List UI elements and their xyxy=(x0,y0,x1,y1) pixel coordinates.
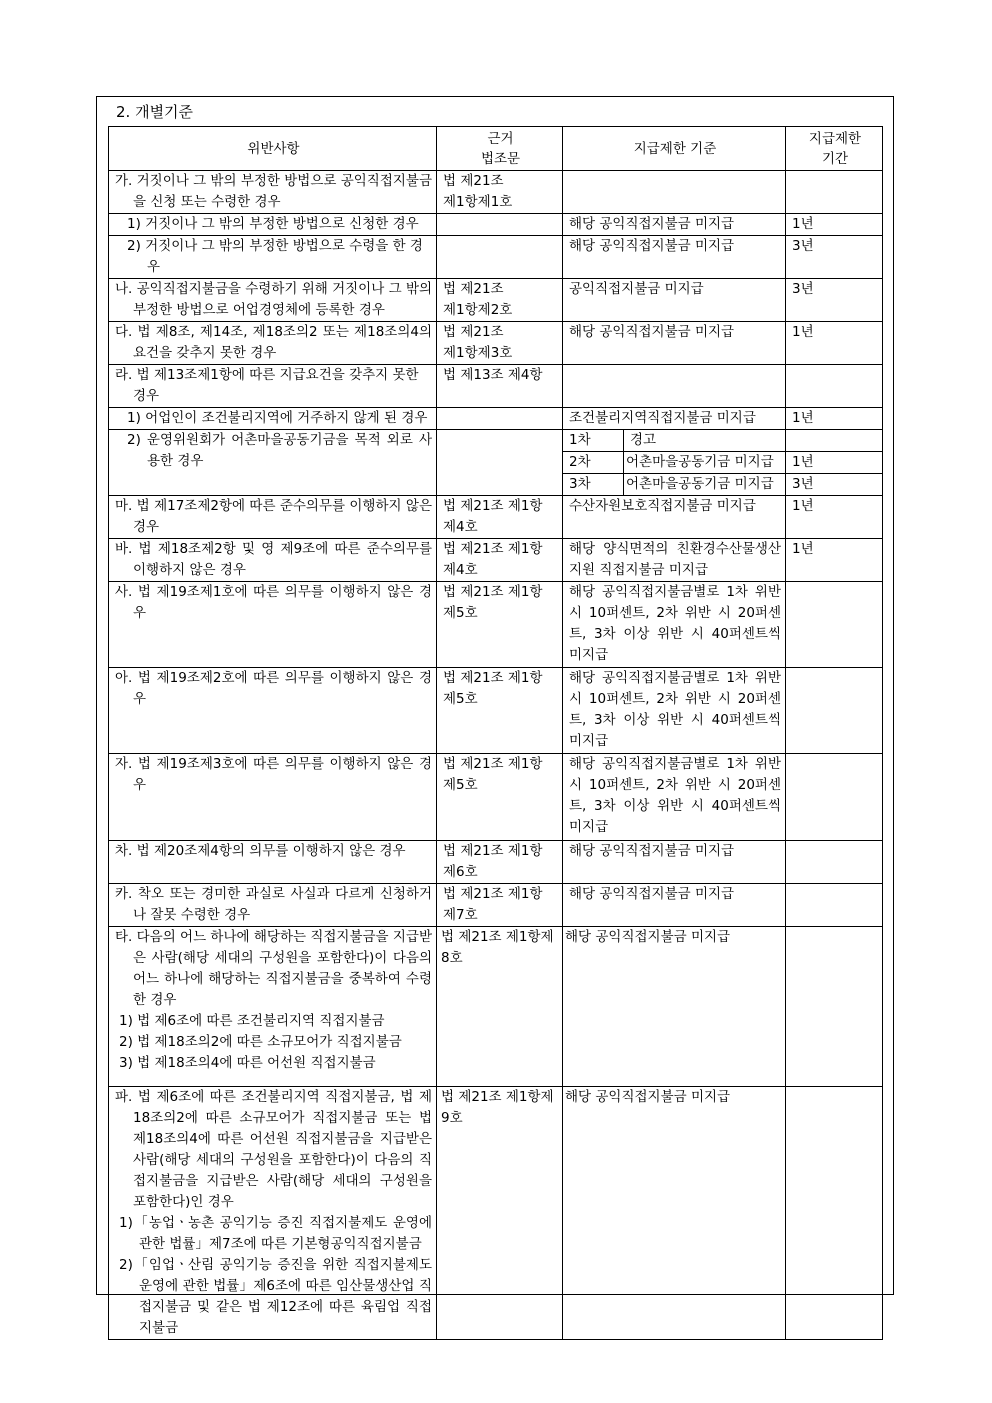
criteria-cell: 해당 공익직접지불금별로 1차 위반 시 10퍼센트, 2차 위반 시 20퍼센트, 3차 이상 위반 시 40퍼센트씩 미지급 xyxy=(563,582,786,668)
table-row xyxy=(109,408,883,430)
period-cell xyxy=(786,171,883,214)
criteria-cell: 해당 공익직접지불금별로 1차 위반 시 10퍼센트, 2차 위반 시 20퍼센트, 3차 이상 위반 시 40퍼센트씩 미지급 xyxy=(563,754,786,841)
violation-cell xyxy=(109,1087,437,1340)
period-cell xyxy=(786,430,883,452)
table-row xyxy=(109,279,883,322)
criteria-cell: 해당 공익직접지불금 미지급 xyxy=(563,214,786,236)
period-cell: 1년 xyxy=(786,408,883,430)
criteria-cell: 조건불리지역직접지불금 미지급 xyxy=(563,408,786,430)
period-cell xyxy=(786,841,883,884)
header-row xyxy=(109,127,883,171)
table-row xyxy=(109,496,883,539)
basis-cell xyxy=(437,430,563,496)
criteria-cell: 해당 공익직접지불금 미지급 xyxy=(563,1087,786,1340)
criteria-cell: 해당 공익직접지불금별로 1차 위반 시 10퍼센트, 2차 위반 시 20퍼센트, 3차 이상 위반 시 40퍼센트씩 미지급 xyxy=(563,668,786,754)
basis-cell: 법 제21조 제1항제8호 xyxy=(437,927,563,1087)
table-row xyxy=(109,430,883,452)
violation-cell xyxy=(109,927,437,1087)
table-row xyxy=(109,927,883,1087)
header-period: 지급제한 기간 xyxy=(786,127,883,171)
criteria-cell: 해당 양식면적의 친환경수산물생산지원 직접지불금 미지급 xyxy=(563,539,786,582)
table-row xyxy=(109,214,883,236)
violation-cell: 아. 법 제19조제2호에 따른 의무를 이행하지 않은 경우 xyxy=(109,668,437,754)
period-cell: 3년 xyxy=(786,236,883,279)
criteria-cell: 해당 공익직접지불금 미지급 xyxy=(563,236,786,279)
criteria-cell xyxy=(563,365,786,408)
violation-text: 파. 법 제6조에 따른 조건불리지역 직접지불금, 법 제18조의2에 따른 소규모어가 직접지불금 또는 법 제18조의4에 따른 어선원 직접지불금을 지급받은 사람(해당 세대의 구성원을 포함한다)이 다음의 직접지불금을 지급받은 사람(해당 세대의 구성원을 포함한다)인 경우 xyxy=(115,1089,432,1210)
table-row xyxy=(109,668,883,754)
violation-cell: 나. 공익직접지불금을 수령하기 위해 거짓이나 그 밖의 부정한 방법으로 어업경영체에 등록한 경우 xyxy=(109,279,437,322)
table-row xyxy=(109,582,883,668)
basis-cell: 법 제21조 제1항제3호 xyxy=(437,322,563,365)
table-row xyxy=(109,539,883,582)
period-cell xyxy=(786,582,883,668)
criteria-table xyxy=(108,126,883,1340)
basis-cell xyxy=(437,236,563,279)
basis-cell: 법 제21조 제1항 제5호 xyxy=(437,668,563,754)
period-cell xyxy=(786,668,883,754)
violation-cell: 사. 법 제19조제1호에 따른 의무를 이행하지 않은 경우 xyxy=(109,582,437,668)
criteria-cell: 어촌마을공동기금 미지급 xyxy=(624,452,786,474)
header-criteria: 지급제한 기준 xyxy=(563,127,786,171)
violation-cell: 1) 어업인이 조건불리지역에 거주하지 않게 된 경우 xyxy=(109,408,437,430)
period-cell xyxy=(786,927,883,1087)
stage-label: 3차 xyxy=(563,474,624,496)
basis-cell: 법 제21조 제1항 제6호 xyxy=(437,841,563,884)
period-cell xyxy=(786,754,883,841)
period-cell: 1년 xyxy=(786,214,883,236)
table-row xyxy=(109,884,883,927)
criteria-cell: 경고 xyxy=(624,430,786,452)
violation-cell: 2) 거짓이나 그 밖의 부정한 방법으로 수령을 한 경우 xyxy=(109,236,437,279)
violation-cell: 1) 거짓이나 그 밖의 부정한 방법으로 신청한 경우 xyxy=(109,214,437,236)
violation-cell: 바. 법 제18조제2항 및 영 제9조에 따른 준수의무를 이행하지 않은 경우 xyxy=(109,539,437,582)
table-row xyxy=(109,1087,883,1340)
basis-cell: 법 제21조 제1항 제7호 xyxy=(437,884,563,927)
period-cell xyxy=(786,365,883,408)
stage-label: 1차 xyxy=(563,430,624,452)
criteria-cell: 해당 공익직접지불금 미지급 xyxy=(563,322,786,365)
violation-cell: 2) 운영위원회가 어촌마을공동기금을 목적 외로 사용한 경우 xyxy=(109,430,437,496)
period-cell: 1년 xyxy=(786,322,883,365)
table-row xyxy=(109,841,883,884)
table-row xyxy=(109,171,883,214)
violation-cell: 자. 법 제19조제3호에 따른 의무를 이행하지 않은 경우 xyxy=(109,754,437,841)
list-item: 2) 법 제18조의2에 따른 소규모어가 직접지불금 xyxy=(119,1034,402,1050)
stage-label: 2차 xyxy=(563,452,624,474)
period-cell: 3년 xyxy=(786,279,883,322)
basis-cell: 법 제21조 제1항 제5호 xyxy=(437,582,563,668)
violation-cell: 다. 법 제8조, 제14조, 제18조의2 또는 제18조의4의 요건을 갖추지 못한 경우 xyxy=(109,322,437,365)
table-row xyxy=(109,236,883,279)
period-cell xyxy=(786,884,883,927)
violation-cell: 마. 법 제17조제2항에 따른 준수의무를 이행하지 않은 경우 xyxy=(109,496,437,539)
basis-cell: 법 제21조 제1항 제4호 xyxy=(437,496,563,539)
criteria-cell: 해당 공익직접지불금 미지급 xyxy=(563,927,786,1087)
period-cell: 1년 xyxy=(786,539,883,582)
table-row xyxy=(109,754,883,841)
table-row xyxy=(109,322,883,365)
period-cell: 1년 xyxy=(786,452,883,474)
basis-cell: 법 제21조 제1항 제5호 xyxy=(437,754,563,841)
period-cell xyxy=(786,1087,883,1340)
header-basis: 근거 법조문 xyxy=(437,127,563,171)
basis-cell: 법 제21조 제1항제2호 xyxy=(437,279,563,322)
violation-cell: 카. 착오 또는 경미한 과실로 사실과 다르게 신청하거나 잘못 수령한 경우 xyxy=(109,884,437,927)
criteria-cell: 수산자원보호직접지불금 미지급 xyxy=(563,496,786,539)
violation-cell: 라. 법 제13조제1항에 따른 지급요건을 갖추지 못한 경우 xyxy=(109,365,437,408)
criteria-cell xyxy=(563,171,786,214)
violation-text: 타. 다음의 어느 하나에 해당하는 직접지불금을 지급받은 사람(해당 세대의 구성원을 포함한다)이 다음의 어느 하나에 해당하는 직접지불금을 중복하여 수령한 경우 xyxy=(115,929,432,1008)
table-row xyxy=(109,365,883,408)
list-item: 2)「임업ㆍ산림 공익기능 증진을 위한 직접지불제도 운영에 관한 법률」제6조에 따른 임산물생산업 직접지불금 및 같은 법 제12조에 따른 육림업 직접지불금 xyxy=(119,1257,432,1336)
item-list xyxy=(115,1011,432,1074)
criteria-cell: 해당 공익직접지불금 미지급 xyxy=(563,884,786,927)
basis-cell: 법 제21조 제1항 제4호 xyxy=(437,539,563,582)
violation-cell: 가. 거짓이나 그 밖의 부정한 방법으로 공익직접지불금을 신청 또는 수령한 경우 xyxy=(109,171,437,214)
violation-cell: 차. 법 제20조제4항의 의무를 이행하지 않은 경우 xyxy=(109,841,437,884)
basis-cell xyxy=(437,214,563,236)
section-title: 2. 개별기준 xyxy=(116,103,194,121)
criteria-cell: 어촌마을공동기금 미지급 xyxy=(624,474,786,496)
basis-cell xyxy=(437,408,563,430)
header-violation: 위반사항 xyxy=(109,127,437,171)
criteria-cell: 공익직접지불금 미지급 xyxy=(563,279,786,322)
basis-cell: 법 제13조 제4항 xyxy=(437,365,563,408)
basis-cell: 법 제21조 제1항제9호 xyxy=(437,1087,563,1340)
period-cell: 1년 xyxy=(786,496,883,539)
basis-cell: 법 제21조 제1항제1호 xyxy=(437,171,563,214)
period-cell: 3년 xyxy=(786,474,883,496)
item-list xyxy=(115,1213,432,1339)
criteria-cell: 해당 공익직접지불금 미지급 xyxy=(563,841,786,884)
list-item: 1) 법 제6조에 따른 조건불리지역 직접지불금 xyxy=(119,1013,385,1029)
list-item: 3) 법 제18조의4에 따른 어선원 직접지불금 xyxy=(119,1055,376,1071)
list-item: 1)「농업ㆍ농촌 공익기능 증진 직접지불제도 운영에 관한 법률」제7조에 따른 기본형공익직접지불금 xyxy=(119,1215,432,1252)
